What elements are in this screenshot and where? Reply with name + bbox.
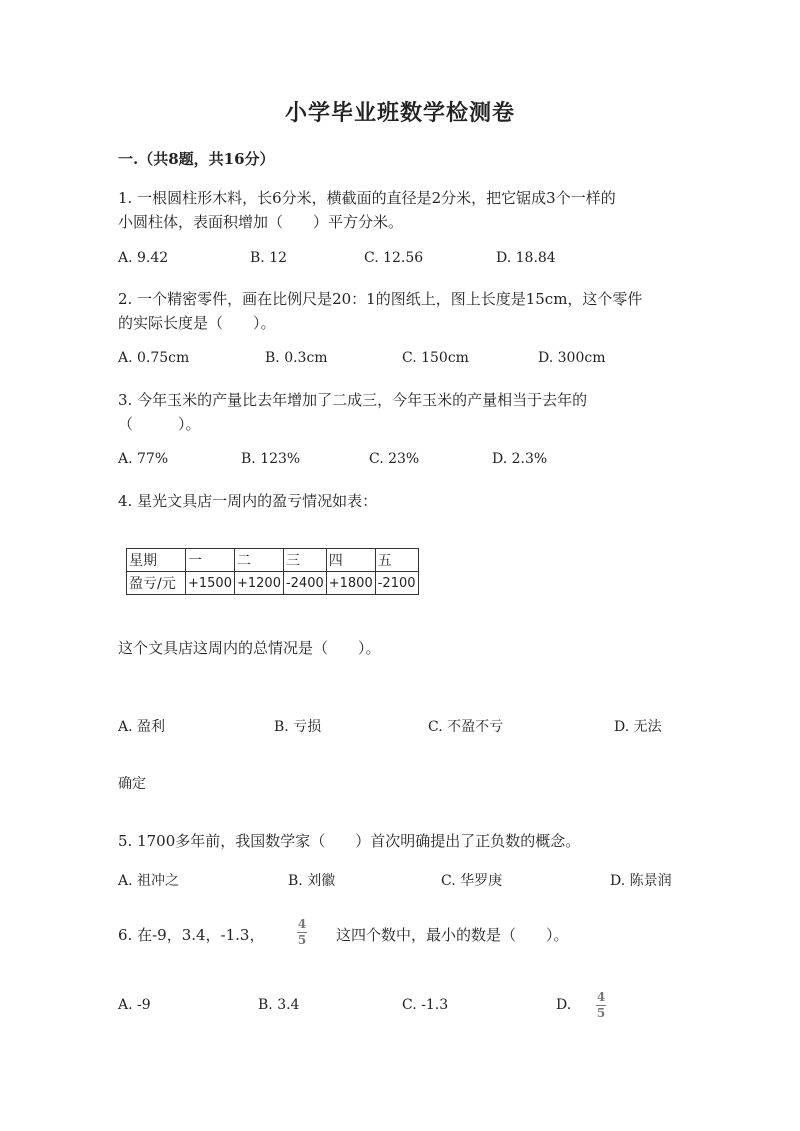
- profit-loss-table: [126, 548, 419, 595]
- question-2-option-d: D. 300cm: [538, 350, 606, 366]
- table-cell: 五: [375, 549, 418, 572]
- question-3-line-1: 3. 今年玉米的产量比去年增加了二成三，今年玉米的产量相当于去年的: [118, 391, 588, 409]
- question-6-line-1-post: 这四个数中，最小的数是（ ）。: [336, 926, 569, 944]
- question-4-line-2: 这个文具店这周内的总情况是（ ）。: [118, 639, 381, 657]
- question-1-line-1: 1. 一根圆柱形木料，长6分米，横截面的直径是2分米，把它锯成3个一样的: [118, 189, 616, 207]
- question-2-option-a: A. 0.75cm: [118, 350, 190, 366]
- question-5-option-b: B. 刘徽: [288, 873, 336, 889]
- question-6-line-1-pre: 6. 在-9，3.4，-1.3，: [118, 926, 265, 944]
- question-5-line-1: 5. 1700多年前，我国数学家（ ）首次明确提出了正负数的概念。: [118, 832, 581, 850]
- question-4-option-b: B. 亏损: [274, 719, 322, 735]
- table-cell: +1500: [186, 572, 235, 595]
- fraction-four-fifths: [297, 918, 307, 947]
- table-cell: -2400: [283, 572, 326, 595]
- question-4-option-c: C. 不盈不亏: [428, 719, 504, 735]
- question-4-option-d-wrap: 确定: [118, 776, 146, 792]
- question-1-option-c: C. 12.56: [364, 250, 424, 266]
- question-3-option-b: B. 123%: [241, 451, 301, 467]
- question-6-option-c: C. -1.3: [402, 997, 449, 1013]
- question-3-option-d: D. 2.3%: [492, 451, 548, 467]
- page-title: 小学毕业班数学检测卷: [284, 100, 515, 126]
- fraction-denominator: 5: [596, 1006, 606, 1020]
- question-1-line-2: 小圆柱体，表面积增加（ ）平方分米。: [118, 213, 404, 231]
- table-row: [127, 549, 419, 572]
- question-2-line-2: 的实际长度是（ ）。: [118, 314, 276, 332]
- question-6-option-d: D.: [556, 997, 572, 1013]
- table-cell: -2100: [375, 572, 418, 595]
- question-2-option-b: B. 0.3cm: [265, 350, 328, 366]
- table-cell: 三: [283, 549, 326, 572]
- question-1-option-a: A. 9.42: [118, 250, 169, 266]
- table-cell: 一: [186, 549, 235, 572]
- question-3-line-2: （ ）。: [118, 415, 201, 433]
- table-cell: 星期: [127, 549, 186, 572]
- table-row: [127, 572, 419, 595]
- question-6-option-a: A. -9: [118, 997, 151, 1013]
- table-cell: 盈亏/元: [127, 572, 186, 595]
- question-5-option-a: A. 祖冲之: [118, 873, 180, 889]
- fraction-denominator: 5: [297, 933, 307, 947]
- fraction-numerator: 4: [297, 917, 307, 931]
- question-5-option-d: D. 陈景润: [610, 873, 672, 889]
- question-4-line-1: 4. 星光文具店一周内的盈亏情况如表：: [118, 492, 378, 510]
- question-2-line-1: 2. 一个精密零件，画在比例尺是20：1的图纸上，图上长度是15cm，这个零件: [118, 290, 643, 308]
- question-2-option-c: C. 150cm: [402, 350, 469, 366]
- table-cell: 四: [326, 549, 375, 572]
- question-4-option-d: D. 无法: [614, 719, 662, 735]
- question-3-option-c: C. 23%: [369, 451, 420, 467]
- section-heading: 一.（共8题，共16分）: [118, 150, 275, 168]
- question-3-option-a: A. 77%: [118, 451, 169, 467]
- fraction-numerator: 4: [596, 990, 606, 1004]
- question-4-option-a: A. 盈利: [118, 719, 166, 735]
- fraction-four-fifths-option-d: [596, 991, 606, 1020]
- table-cell: +1800: [326, 572, 375, 595]
- question-1-option-d: D. 18.84: [496, 250, 556, 266]
- question-1-option-b: B. 12: [250, 250, 288, 266]
- table-cell: +1200: [234, 572, 283, 595]
- table-cell: 二: [234, 549, 283, 572]
- question-5-option-c: C. 华罗庚: [441, 873, 503, 889]
- question-6-option-b: B. 3.4: [258, 997, 300, 1013]
